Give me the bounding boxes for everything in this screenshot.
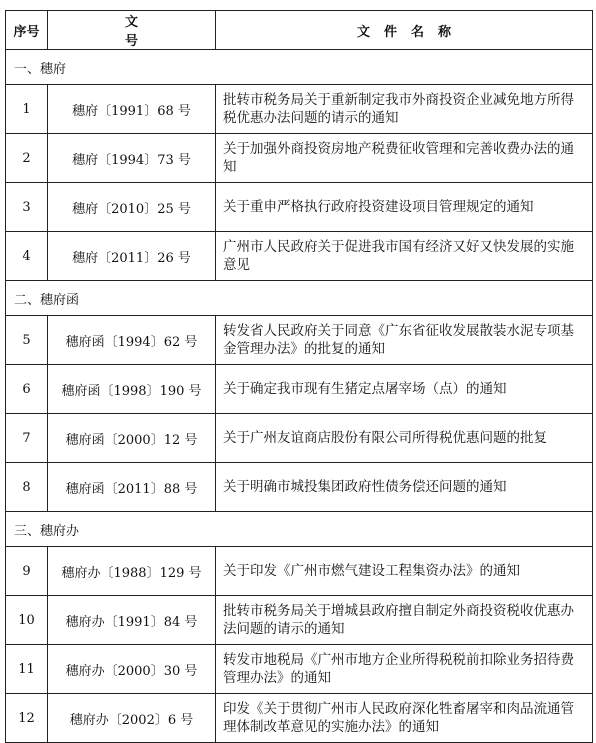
table-row xyxy=(6,365,593,414)
section-label: 二、穗府函 xyxy=(6,281,593,316)
row-doc-title: 关于广州友谊商店股份有限公司所得税优惠问题的批复 xyxy=(216,414,593,463)
table-row xyxy=(6,316,593,365)
table-body xyxy=(6,50,593,743)
document-list-table xyxy=(5,10,593,743)
row-index: 9 xyxy=(6,547,48,596)
row-doc-number: 穗府办〔1988〕129 号 xyxy=(48,547,216,596)
section-row xyxy=(6,50,593,85)
row-doc-title: 关于重申严格执行政府投资建设项目管理规定的通知 xyxy=(216,183,593,232)
row-doc-number: 穗府办〔1991〕84 号 xyxy=(48,596,216,645)
table-row xyxy=(6,694,593,743)
row-index: 8 xyxy=(6,463,48,512)
table-header-row xyxy=(6,11,593,50)
section-label: 一、穗府 xyxy=(6,50,593,85)
row-doc-number: 穗府函〔2011〕88 号 xyxy=(48,463,216,512)
row-doc-number: 穗府〔2010〕25 号 xyxy=(48,183,216,232)
row-index: 1 xyxy=(6,85,48,134)
table-row xyxy=(6,232,593,281)
row-doc-title: 关于确定我市现有生猪定点屠宰场（点）的通知 xyxy=(216,365,593,414)
row-doc-title: 广州市人民政府关于促进我市国有经济又好又快发展的实施意见 xyxy=(216,232,593,281)
row-doc-title: 关于明确市城投集团政府性债务偿还问题的通知 xyxy=(216,463,593,512)
table-row xyxy=(6,183,593,232)
row-doc-number: 穗府〔2011〕26 号 xyxy=(48,232,216,281)
header-doc-title: 文件名称 xyxy=(216,11,593,50)
row-doc-title: 印发《关于贯彻广州市人民政府深化牲畜屠宰和肉品流通管理体制改革意见的实施办法》的通知 xyxy=(216,694,593,743)
row-doc-title: 转发市地税局《广州市地方企业所得税税前扣除业务招待费管理办法》的通知 xyxy=(216,645,593,694)
row-doc-title: 转发省人民政府关于同意《广东省征收发展散装水泥专项基金管理办法》的批复的通知 xyxy=(216,316,593,365)
row-index: 3 xyxy=(6,183,48,232)
row-doc-title: 批转市税务局关于重新制定我市外商投资企业减免地方所得税优惠办法问题的请示的通知 xyxy=(216,85,593,134)
table-row xyxy=(6,645,593,694)
row-index: 7 xyxy=(6,414,48,463)
table-row xyxy=(6,547,593,596)
row-doc-title: 批转市税务局关于增城县政府擅自制定外商投资税收优惠办法问题的请示的通知 xyxy=(216,596,593,645)
row-doc-number: 穗府〔1994〕73 号 xyxy=(48,134,216,183)
row-index: 12 xyxy=(6,694,48,743)
row-index: 5 xyxy=(6,316,48,365)
row-doc-number: 穗府办〔2002〕6 号 xyxy=(48,694,216,743)
row-doc-title: 关于印发《广州市燃气建设工程集资办法》的通知 xyxy=(216,547,593,596)
row-doc-title: 关于加强外商投资房地产税费征收管理和完善收费办法的通知 xyxy=(216,134,593,183)
table-row xyxy=(6,85,593,134)
row-index: 6 xyxy=(6,365,48,414)
section-label: 三、穗府办 xyxy=(6,512,593,547)
header-index: 序号 xyxy=(6,11,48,50)
table-row xyxy=(6,596,593,645)
row-doc-number: 穗府办〔2000〕30 号 xyxy=(48,645,216,694)
table-row xyxy=(6,414,593,463)
section-row xyxy=(6,512,593,547)
row-doc-number: 穗府函〔1998〕190 号 xyxy=(48,365,216,414)
row-doc-number: 穗府〔1991〕68 号 xyxy=(48,85,216,134)
table-row xyxy=(6,134,593,183)
row-index: 2 xyxy=(6,134,48,183)
row-index: 10 xyxy=(6,596,48,645)
section-row xyxy=(6,281,593,316)
row-index: 11 xyxy=(6,645,48,694)
row-doc-number: 穗府函〔2000〕12 号 xyxy=(48,414,216,463)
row-index: 4 xyxy=(6,232,48,281)
header-doc-number: 文号 xyxy=(48,11,216,50)
row-doc-number: 穗府函〔1994〕62 号 xyxy=(48,316,216,365)
table-row xyxy=(6,463,593,512)
